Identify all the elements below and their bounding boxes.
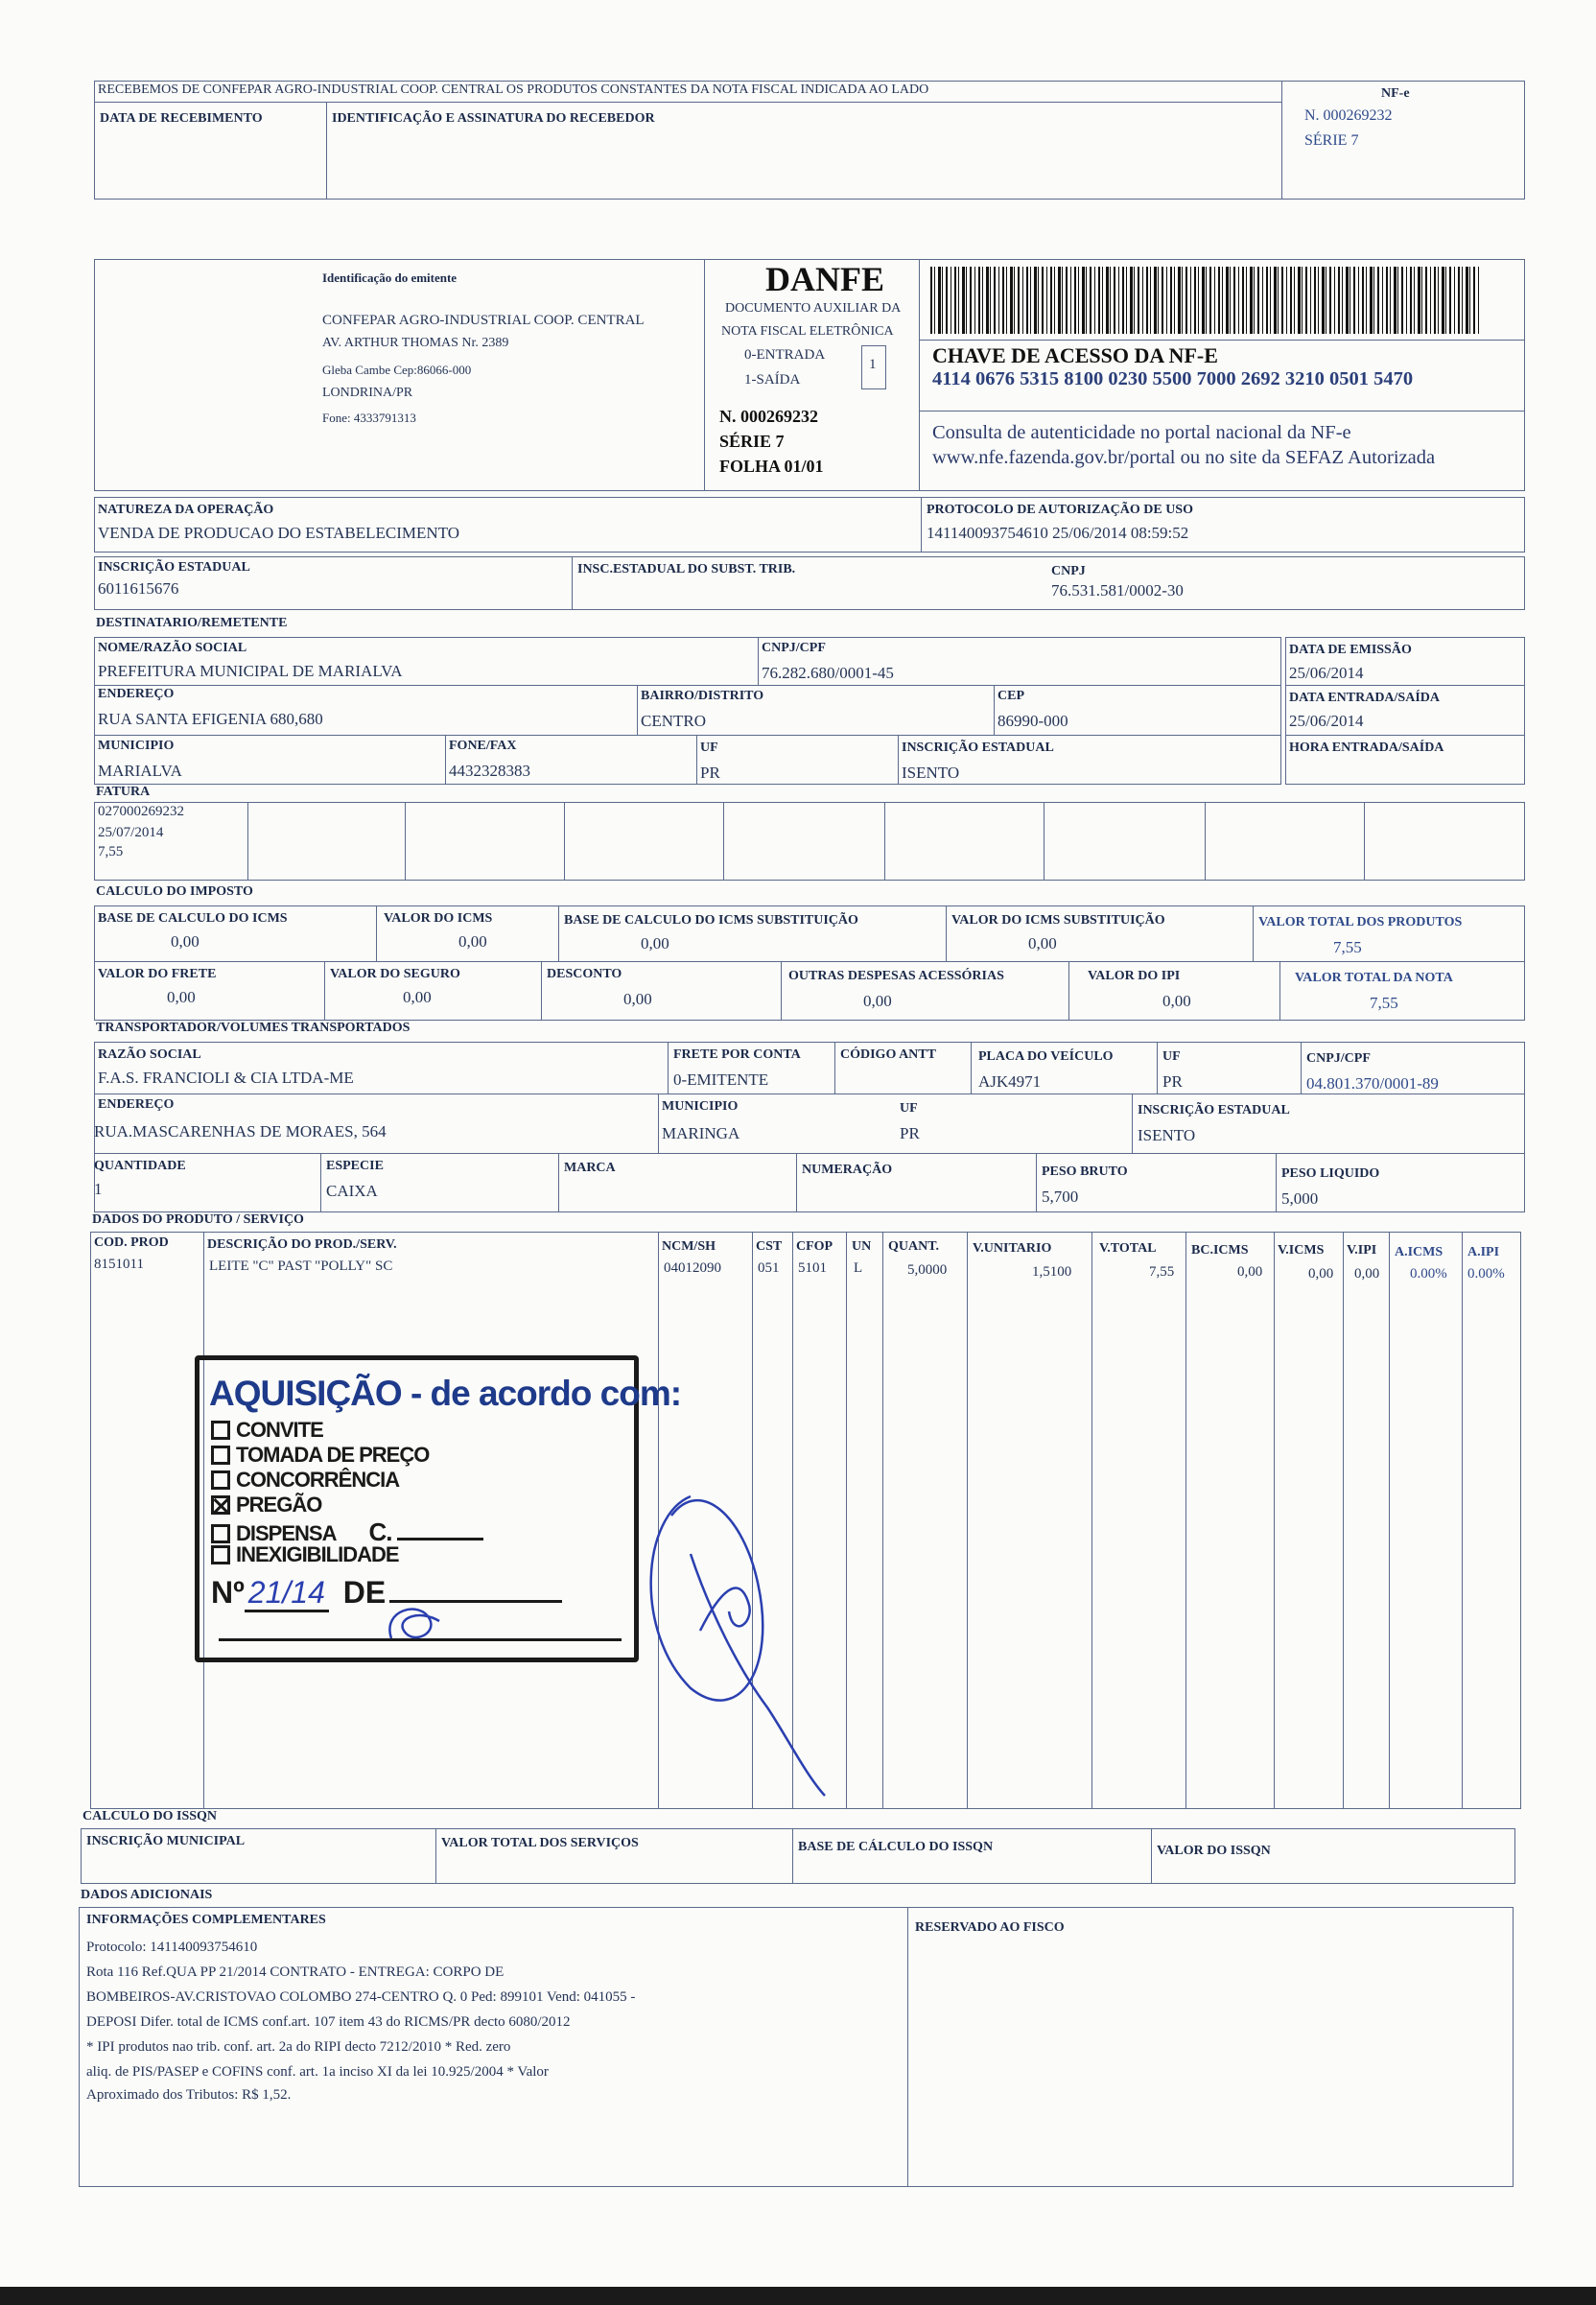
recipient-name: PREFEITURA MUNICIPAL DE MARIALVA xyxy=(98,662,403,680)
stamp-title: AQUISIÇÃO - de acordo com: xyxy=(209,1374,682,1413)
issqn-section: CALCULO DO ISSQN xyxy=(82,1809,218,1823)
col-un: UN xyxy=(852,1239,872,1254)
danfe-subtitle-2: NOTA FISCAL ELETRÔNICA xyxy=(721,324,894,339)
invoice-line-1: 027000269232 xyxy=(98,804,184,819)
additional-line-6: aliq. de PIS/PASEP e COFINS conf. art. 1a inciso XI da lei 10.925/2004 * Valor xyxy=(86,2064,549,2080)
recipient-cnpj-label: CNPJ/CPF xyxy=(762,641,826,655)
ie-box xyxy=(94,556,1525,610)
gross-weight-label: PESO BRUTO xyxy=(1042,1164,1128,1179)
danfe-saida: 1-SAÍDA xyxy=(744,372,801,388)
receipt-nfe-label: NF-e xyxy=(1381,86,1410,101)
acquisition-stamp xyxy=(195,1355,682,1662)
stamp-option-dispensa: DISPENSA C. xyxy=(211,1517,483,1547)
invoice-line-2: 25/07/2014 xyxy=(98,825,164,840)
recipient-district: CENTRO xyxy=(641,712,706,730)
protocol-value: 141140093754610 25/06/2014 08:59:52 xyxy=(927,524,1189,542)
danfe-type-value: 1 xyxy=(869,357,877,372)
total-products-label: VALOR TOTAL DOS PRODUTOS xyxy=(1258,915,1463,929)
recipient-phone-label: FONE/FAX xyxy=(449,739,517,753)
checked-checkbox-icon xyxy=(211,1495,230,1515)
cell-desc: LEITE "C" PAST "POLLY" SC xyxy=(209,1258,393,1274)
recipient-name-label: NOME/RAZÃO SOCIAL xyxy=(98,641,247,655)
dates-box xyxy=(1285,637,1525,785)
consult-line-2: www.nfe.fazenda.gov.br/portal ou no site da SEFAZ Autorizada xyxy=(932,447,1436,468)
ipi-label: VALOR DO IPI xyxy=(1088,969,1181,983)
invoice-line-3: 7,55 xyxy=(98,844,124,859)
qty: 1 xyxy=(94,1180,103,1198)
antt-label: CÓDIGO ANTT xyxy=(840,1047,936,1062)
col-ncm: NCM/SH xyxy=(662,1239,716,1254)
bc-st: 0,00 xyxy=(641,934,669,953)
emission-date-label: DATA DE EMISSÃO xyxy=(1289,643,1412,657)
ie-label: INSCRIÇÃO ESTADUAL xyxy=(98,560,250,575)
total: 7,55 xyxy=(1370,994,1398,1012)
danfe-folha: FOLHA 01/01 xyxy=(719,457,824,476)
col-aicms: A.ICMS xyxy=(1395,1245,1443,1259)
recipient-address: RUA SANTA EFIGENIA 680,680 xyxy=(98,710,323,728)
insurance: 0,00 xyxy=(403,988,432,1006)
discount: 0,00 xyxy=(623,990,652,1008)
icms-st-label: VALOR DO ICMS SUBSTITUIÇÃO xyxy=(951,913,1165,928)
stamp-c-label: C. xyxy=(368,1517,392,1546)
cell-ncm: 04012090 xyxy=(664,1260,721,1276)
checkbox-icon xyxy=(211,1545,230,1564)
additional-line-2: Rota 116 Ref.QUA PP 21/2014 CONTRATO - ENTREGA: CORPO DE xyxy=(86,1964,505,1980)
invoice-section: FATURA xyxy=(96,785,151,799)
protocol-label: PROTOCOLO DE AUTORIZAÇÃO DE USO xyxy=(927,503,1193,517)
freight-account-label: FRETE POR CONTA xyxy=(673,1047,801,1062)
access-key-value: 4114 0676 5315 8100 0230 5500 7000 2692 3210 0501 5470 xyxy=(932,368,1414,389)
freight-label: VALOR DO FRETE xyxy=(98,967,217,981)
cell-un: L xyxy=(854,1260,863,1276)
entry-date-label: DATA ENTRADA/SAÍDA xyxy=(1289,691,1441,705)
col-vtotal: V.TOTAL xyxy=(1099,1241,1157,1256)
issqn-services-label: VALOR TOTAL DOS SERVIÇOS xyxy=(441,1836,639,1850)
other: 0,00 xyxy=(863,992,892,1010)
checkbox-icon xyxy=(211,1524,230,1543)
additional-section: DADOS ADICIONAIS xyxy=(81,1888,213,1902)
emitter-address: AV. ARTHUR THOMAS Nr. 2389 xyxy=(322,336,509,350)
complementary-info-label: INFORMAÇÕES COMPLEMENTARES xyxy=(86,1913,326,1927)
recipient-ie-label: INSCRIÇÃO ESTADUAL xyxy=(902,741,1054,755)
consult-line-1: Consulta de autenticidade no portal nacional da NF-e xyxy=(932,422,1351,443)
transport-name-label: RAZÃO SOCIAL xyxy=(98,1047,201,1062)
icms-st: 0,00 xyxy=(1028,934,1057,953)
bc-st-label: BASE DE CALCULO DO ICMS SUBSTITUIÇÃO xyxy=(564,913,858,928)
net-weight-label: PESO LIQUIDO xyxy=(1281,1166,1380,1181)
gross-weight: 5,700 xyxy=(1042,1188,1079,1206)
transport-uf: PR xyxy=(1162,1072,1183,1091)
danfe-serie: SÉRIE 7 xyxy=(719,432,785,451)
qty-label: QUANTIDADE xyxy=(94,1159,186,1173)
danfe-subtitle-1: DOCUMENTO AUXILIAR DA xyxy=(725,301,902,316)
col-aipi: A.IPI xyxy=(1467,1245,1500,1259)
net-weight: 5,000 xyxy=(1281,1189,1319,1208)
total-label: VALOR TOTAL DA NOTA xyxy=(1295,971,1453,985)
icms-label: VALOR DO ICMS xyxy=(384,911,493,926)
emitter-label: Identificação do emitente xyxy=(322,270,458,285)
additional-line-4: DEPOSI Difer. total de ICMS conf.art. 107 item 43 do RICMS/PR decto 6080/2012 xyxy=(86,2014,571,2030)
entry-hour-label: HORA ENTRADA/SAÍDA xyxy=(1289,741,1444,755)
col-bcicms: BC.ICMS xyxy=(1191,1243,1249,1258)
ie-value: 6011615676 xyxy=(98,579,179,598)
receipt-date-label: DATA DE RECEBIMENTO xyxy=(100,111,263,126)
icms: 0,00 xyxy=(458,932,487,951)
ie-st-label: INSC.ESTADUAL DO SUBST. TRIB. xyxy=(577,562,796,576)
col-vicms: V.ICMS xyxy=(1278,1243,1325,1258)
issqn-im-label: INSCRIÇÃO MUNICIPAL xyxy=(86,1834,246,1848)
transport-uf-label: UF xyxy=(1162,1049,1181,1064)
col-vunit: V.UNITARIO xyxy=(973,1241,1052,1256)
issqn-box xyxy=(81,1828,1515,1884)
freight-account: 0-EMITENTE xyxy=(673,1070,769,1089)
bc-icms: 0,00 xyxy=(171,932,200,951)
checkbox-icon xyxy=(211,1470,230,1490)
plate: AJK4971 xyxy=(978,1072,1042,1091)
emission-date: 25/06/2014 xyxy=(1289,664,1364,682)
transport-name: F.A.S. FRANCIOLI & CIA LTDA-ME xyxy=(98,1069,354,1087)
emitter-phone: Fone: 4333791313 xyxy=(322,411,416,425)
species: CAIXA xyxy=(326,1182,378,1200)
cell-vtotal: 7,55 xyxy=(1149,1264,1175,1280)
plate-label: PLACA DO VEÍCULO xyxy=(978,1049,1114,1064)
stamp-num-label: Nº xyxy=(211,1575,245,1610)
initials-mark xyxy=(382,1600,449,1648)
cnpj-value: 76.531.581/0002-30 xyxy=(1051,581,1184,600)
recipient-phone: 4432328383 xyxy=(449,762,530,780)
stamp-option-convite: CONVITE xyxy=(211,1418,323,1443)
transport-uf2-label: UF xyxy=(900,1101,918,1116)
stamp-option-pregao: PREGÃO xyxy=(211,1493,321,1517)
transport-address: RUA.MASCARENHAS DE MORAES, 564 xyxy=(94,1122,387,1141)
transport-city: MARINGA xyxy=(662,1124,740,1142)
recipient-address-label: ENDEREÇO xyxy=(98,687,175,701)
stamp-option-concorrencia: CONCORRÊNCIA xyxy=(211,1468,399,1493)
danfe-number: N. 000269232 xyxy=(719,407,818,426)
cell-cfop: 5101 xyxy=(798,1260,827,1276)
col-cst: CST xyxy=(756,1239,783,1254)
cell-cst: 051 xyxy=(758,1260,780,1276)
cell-bcicms: 0,00 xyxy=(1237,1264,1263,1280)
total-products: 7,55 xyxy=(1333,938,1362,956)
recipient-cnpj: 76.282.680/0001-45 xyxy=(762,664,894,682)
recipient-ie: ISENTO xyxy=(902,764,960,782)
transport-ie: ISENTO xyxy=(1138,1126,1196,1144)
transport-ie-label: INSCRIÇÃO ESTADUAL xyxy=(1138,1103,1290,1117)
ipi: 0,00 xyxy=(1162,992,1191,1010)
nature-label: NATUREZA DA OPERAÇÃO xyxy=(98,503,274,517)
brand-label: MARCA xyxy=(564,1161,616,1175)
recipient-cep: 86990-000 xyxy=(998,712,1068,730)
recipient-uf-label: UF xyxy=(700,741,718,755)
fisco-label: RESERVADO AO FISCO xyxy=(915,1920,1065,1935)
receipt-header: RECEBEMOS DE CONFEPAR AGRO-INDUSTRIAL COOP. CENTRAL OS PRODUTOS CONSTANTES DA NOTA FISCAL INDICADA AO LADO xyxy=(98,82,929,97)
insurance-label: VALOR DO SEGURO xyxy=(330,967,460,981)
receipt-signature-label: IDENTIFICAÇÃO E ASSINATURA DO RECEBEDOR xyxy=(332,111,655,126)
stamp-num-value: 21/14 xyxy=(245,1575,329,1612)
col-quant: QUANT. xyxy=(888,1239,940,1254)
recipient-city: MARIALVA xyxy=(98,762,182,780)
col-cod: COD. PROD xyxy=(94,1235,169,1250)
additional-line-7: Aproximado dos Tributos: R$ 1,52. xyxy=(86,2087,292,2103)
cnpj-label: CNPJ xyxy=(1051,564,1086,578)
products-section: DADOS DO PRODUTO / SERVIÇO xyxy=(92,1212,304,1227)
issqn-value-label: VALOR DO ISSQN xyxy=(1157,1844,1271,1858)
col-vipi: V.IPI xyxy=(1347,1243,1377,1258)
additional-line-3: BOMBEIROS-AV.CRISTOVAO COLOMBO 274-CENTRO Q. 0 Ped: 899101 Vend: 041055 - xyxy=(86,1989,636,2005)
recipient-uf: PR xyxy=(700,764,720,782)
additional-line-1: Protocolo: 141140093754610 xyxy=(86,1940,258,1955)
danfe-title: DANFE xyxy=(765,260,884,298)
transport-cnpj: 04.801.370/0001-89 xyxy=(1306,1074,1439,1093)
tax-section: CALCULO DO IMPOSTO xyxy=(96,884,253,899)
transport-address-label: ENDEREÇO xyxy=(98,1097,175,1112)
stamp-de-label: DE xyxy=(342,1575,387,1610)
signature-mark xyxy=(633,1439,863,1803)
cell-aicms: 0.00% xyxy=(1410,1266,1447,1282)
recipient-cep-label: CEP xyxy=(998,689,1024,703)
stamp-option-inexigibilidade: INEXIGIBILIDADE xyxy=(211,1542,399,1567)
transport-uf2: PR xyxy=(900,1124,920,1142)
entry-date: 25/06/2014 xyxy=(1289,712,1364,730)
additional-line-5: * IPI produtos nao trib. conf. art. 2a do RIPI decto 7212/2010 * Red. zero xyxy=(86,2039,511,2055)
recipient-district-label: BAIRRO/DISTRITO xyxy=(641,689,764,703)
recipient-city-label: MUNICIPIO xyxy=(98,739,175,753)
col-cfop: CFOP xyxy=(796,1239,833,1254)
transport-city-label: MUNICIPIO xyxy=(662,1099,739,1114)
cell-vicms: 0,00 xyxy=(1308,1266,1334,1282)
transport-section: TRANSPORTADOR/VOLUMES TRANSPORTADOS xyxy=(96,1021,411,1035)
emitter-district: Gleba Cambe Cep:86066-000 xyxy=(322,363,472,377)
discount-label: DESCONTO xyxy=(547,967,622,981)
cell-cod: 8151011 xyxy=(94,1257,144,1272)
barcode-image xyxy=(930,267,1479,334)
transport-cnpj-label: CNPJ/CPF xyxy=(1306,1051,1371,1066)
issqn-base-label: BASE DE CÁLCULO DO ISSQN xyxy=(798,1840,994,1854)
emitter-city: LONDRINA/PR xyxy=(322,386,413,400)
nature-value: VENDA DE PRODUCAO DO ESTABELECIMENTO xyxy=(98,524,460,542)
other-label: OUTRAS DESPESAS ACESSÓRIAS xyxy=(788,969,1004,983)
receipt-serie: SÉRIE 7 xyxy=(1304,132,1359,149)
numbering-label: NUMERAÇÃO xyxy=(802,1163,893,1177)
bc-icms-label: BASE DE CALCULO DO ICMS xyxy=(98,911,288,926)
checkbox-icon xyxy=(211,1421,230,1440)
cell-vipi: 0,00 xyxy=(1354,1266,1380,1282)
emitter-name: CONFEPAR AGRO-INDUSTRIAL COOP. CENTRAL xyxy=(322,313,645,328)
danfe-entrada: 0-ENTRADA xyxy=(744,347,826,363)
invoice-box xyxy=(94,802,1525,881)
cell-quant: 5,0000 xyxy=(907,1262,948,1278)
access-key-label: CHAVE DE ACESSO DA NF-E xyxy=(932,343,1218,367)
cell-vunit: 1,5100 xyxy=(1032,1264,1072,1280)
receipt-number: N. 000269232 xyxy=(1304,107,1393,124)
stamp-option-tomada: TOMADA DE PREÇO xyxy=(211,1443,429,1468)
cell-aipi: 0.00% xyxy=(1467,1266,1505,1282)
checkbox-icon xyxy=(211,1446,230,1465)
species-label: ESPECIE xyxy=(326,1159,384,1173)
recipient-section: DESTINATARIO/REMETENTE xyxy=(96,616,288,630)
freight: 0,00 xyxy=(167,988,196,1006)
col-desc: DESCRIÇÃO DO PROD./SERV. xyxy=(207,1237,397,1252)
